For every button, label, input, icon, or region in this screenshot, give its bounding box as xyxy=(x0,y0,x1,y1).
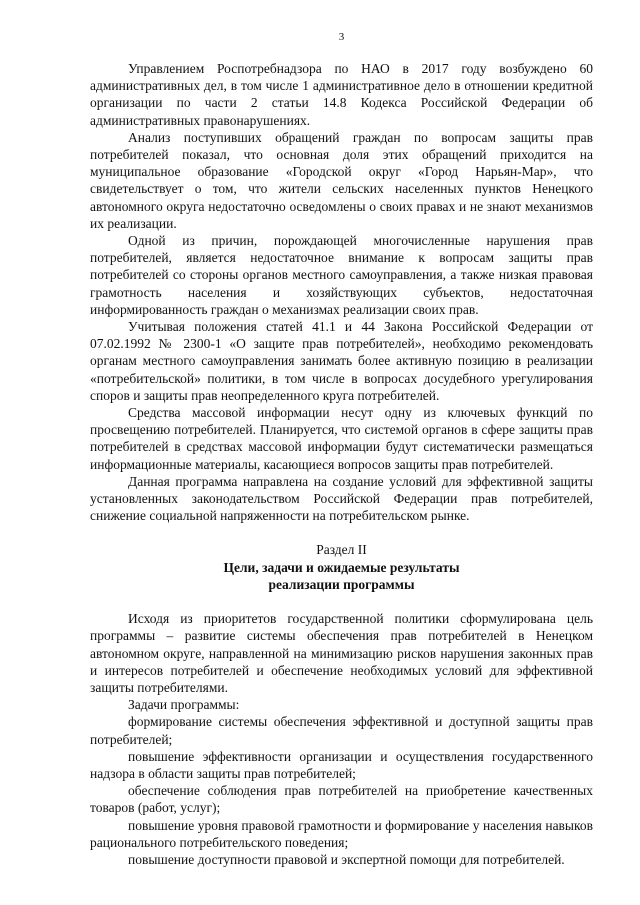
paragraph: Данная программа направлена на создание условий для эффективной защиты установленных законодательством Российской Федерации прав потребителей, снижение социальной напряженности на потребительском рынке. xyxy=(90,473,593,524)
goals-section xyxy=(90,610,593,868)
paragraph: Учитывая положения статей 41.1 и 44 Закона Российской Федерации от 07.02.1992 № 2300-1 «О защите прав потребителей», необходимо рекомендовать органам местного самоуправления занимать более активную позицию в реализации «потребительской» политики, в том числе в вопросах досудебного урегулирования споров и защиты прав неопределенного круга потребителей. xyxy=(90,319,593,403)
section-title-line: реализации программы xyxy=(268,576,415,592)
section-label: Раздел II xyxy=(316,542,367,558)
list-item: повышение эффективности организации и осуществления государственного надзора в области защиты прав потребителей; xyxy=(90,748,593,781)
paragraph: Задачи программы: xyxy=(128,697,240,713)
section-title-line: Цели, задачи и ожидаемые результаты xyxy=(223,559,460,575)
list-item: повышение доступности правовой и экспертной помощи для потребителей. xyxy=(128,851,565,867)
page-number: 3 xyxy=(338,31,345,43)
spacer xyxy=(90,593,593,610)
paragraph: Анализ поступивших обращений граждан по вопросам защиты прав потребителей показал, что основная доля этих обращений приходится на муниципальное образование «Городской округ «Город Нарьян-Мар», что свидетельствует о том, что жители сельских населенных пунктов Ненецкого автономного округа недостаточно осведомлены о своих правах и не знают механизмов их реализации. xyxy=(90,129,593,231)
paragraph: Одной из причин, порождающей многочисленные нарушения прав потребителей, является недостаточное внимание к вопросам защиты прав потребителей со стороны органов местного самоуправления, а также низкая правовая грамотность населения и хозяйствующих субъектов, недостаточная информированность граждан о механизмах реализации своих прав. xyxy=(90,233,593,317)
paragraph: Исходя из приоритетов государственной политики сформулирована цель программы – развитие системы обеспечения прав потребителей в Ненецком автономном округе, направленной на минимизацию рисков нарушения законных прав и интересов потребителей и обеспечение необходимых условий для эффективной защиты потребителями. xyxy=(90,611,593,695)
section-heading xyxy=(90,541,593,593)
paragraph: Средства массовой информации несут одну из ключевых функций по просвещению потребителей. Планируется, что системой органов в сфере защиты прав потребителей в средствах массовой информации будут систематически размещаться информационные материалы, касающиеся вопросов защиты прав потребителей. xyxy=(90,405,593,472)
list-item: обеспечение соблюдения прав потребителей на приобретение качественных товаров (работ, услуг); xyxy=(90,783,593,816)
list-item: повышение уровня правовой грамотности и формирование у населения навыков рационального потребительского поведения; xyxy=(90,817,593,850)
list-item: формирование системы обеспечения эффективной и доступной защиты прав потребителей; xyxy=(90,714,593,747)
paragraph: Управлением Роспотребнадзора по НАО в 2017 году возбуждено 60 административных дел, в том числе 1 административное дело в отношении кредитной организации по части 2 статьи 14.8 Кодекса Российской Федерации об административных правонарушениях. xyxy=(90,61,593,128)
intro-section xyxy=(90,60,593,524)
